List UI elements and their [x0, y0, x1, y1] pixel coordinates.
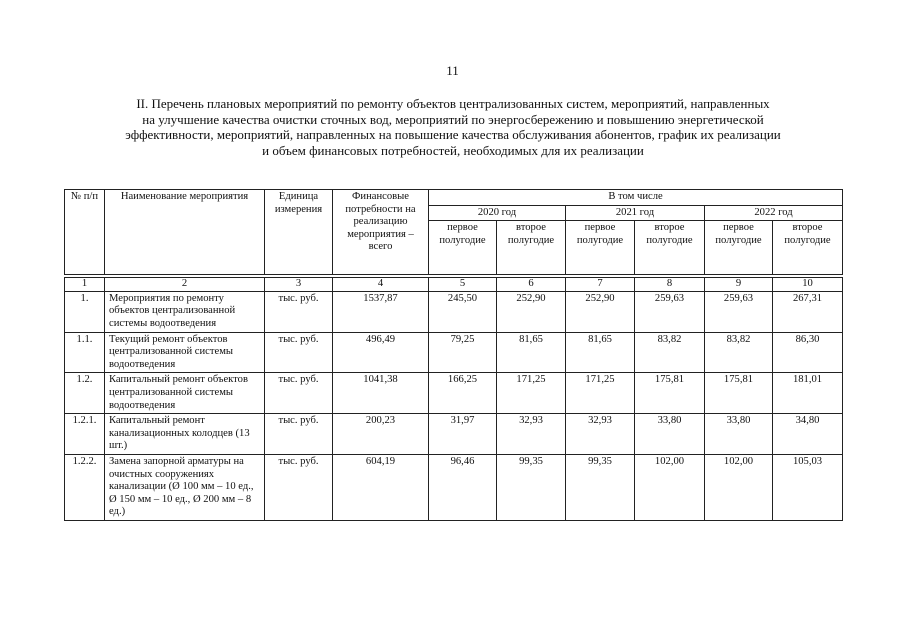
column-number: 9: [705, 278, 773, 292]
row-value: 245,50: [429, 291, 497, 332]
row-value: 32,93: [497, 414, 566, 455]
header-num: № п/п: [65, 190, 105, 275]
row-value: 31,97: [429, 414, 497, 455]
row-value: 81,65: [566, 332, 635, 373]
header-half-second: второе полугодие: [773, 221, 843, 275]
header-half-first: первое полугодие: [705, 221, 773, 275]
table-row: [65, 291, 843, 332]
header-year: 2020 год: [429, 205, 566, 221]
table-row: [65, 414, 843, 455]
row-unit: тыс. руб.: [265, 373, 333, 414]
row-value: 33,80: [705, 414, 773, 455]
column-number: 3: [265, 278, 333, 292]
plan-table: [64, 189, 843, 521]
row-value: 33,80: [635, 414, 705, 455]
row-total: 1041,38: [333, 373, 429, 414]
column-number: 10: [773, 278, 843, 292]
header-unit: Единица измерения: [265, 190, 333, 275]
column-number: 6: [497, 278, 566, 292]
header-half-first: первое полугодие: [566, 221, 635, 275]
row-value: 96,46: [429, 454, 497, 520]
row-value: 79,25: [429, 332, 497, 373]
row-value: 259,63: [705, 291, 773, 332]
header-half-second: второе полугодие: [497, 221, 566, 275]
header-finance: Финансовые потребности на реализацию мероприятия – всего: [333, 190, 429, 275]
row-value: 181,01: [773, 373, 843, 414]
row-name: Мероприятия по ремонту объектов централизованной системы водоотведения: [105, 291, 265, 332]
row-value: 171,25: [497, 373, 566, 414]
heading-line: эффективности, мероприятий, направленных на повышение качества обслуживания абонентов, график их реализации: [125, 127, 781, 142]
row-total: 1537,87: [333, 291, 429, 332]
header-half-first: первое полугодие: [429, 221, 497, 275]
header-name: Наименование мероприятия: [105, 190, 265, 275]
heading-line: II. Перечень плановых мероприятий по ремонту объектов централизованных систем, мероприятий, направленных: [136, 96, 770, 111]
row-value: 102,00: [705, 454, 773, 520]
row-value: 99,35: [566, 454, 635, 520]
header-year: 2021 год: [566, 205, 705, 221]
row-unit: тыс. руб.: [265, 291, 333, 332]
row-num: 1.: [65, 291, 105, 332]
header-including: В том числе: [429, 190, 843, 206]
row-value: 171,25: [566, 373, 635, 414]
heading-line: на улучшение качества очистки сточных вод, мероприятий по энергосбережению и повышению энергетической: [142, 111, 764, 127]
column-number: 5: [429, 278, 497, 292]
row-value: 81,65: [497, 332, 566, 373]
row-value: 105,03: [773, 454, 843, 520]
row-value: 252,90: [566, 291, 635, 332]
row-unit: тыс. руб.: [265, 454, 333, 520]
row-name: Капитальный ремонт объектов централизованной системы водоотведения: [105, 373, 265, 414]
row-unit: тыс. руб.: [265, 332, 333, 373]
row-name: Капитальный ремонт канализационных колодцев (13 шт.): [105, 414, 265, 455]
row-num: 1.2.2.: [65, 454, 105, 520]
table-row: [65, 373, 843, 414]
row-value: 99,35: [497, 454, 566, 520]
row-num: 1.2.1.: [65, 414, 105, 455]
row-total: 200,23: [333, 414, 429, 455]
column-number: 2: [105, 278, 265, 292]
column-number-row: [65, 278, 843, 292]
row-value: 175,81: [705, 373, 773, 414]
row-num: 1.1.: [65, 332, 105, 373]
table-row: [65, 332, 843, 373]
row-value: 102,00: [635, 454, 705, 520]
row-total: 604,19: [333, 454, 429, 520]
row-value: 166,25: [429, 373, 497, 414]
row-value: 259,63: [635, 291, 705, 332]
column-number: 1: [65, 278, 105, 292]
row-unit: тыс. руб.: [265, 414, 333, 455]
row-name: Текущий ремонт объектов централизованной системы водоотведения: [105, 332, 265, 373]
row-value: 83,82: [705, 332, 773, 373]
header-row: [65, 190, 843, 206]
row-value: 32,93: [566, 414, 635, 455]
row-value: 175,81: [635, 373, 705, 414]
column-number: 8: [635, 278, 705, 292]
row-num: 1.2.: [65, 373, 105, 414]
header-half-second: второе полугодие: [635, 221, 705, 275]
row-value: 83,82: [635, 332, 705, 373]
row-value: 267,31: [773, 291, 843, 332]
table-row: [65, 454, 843, 520]
row-name: Замена запорной арматуры на очистных сооружениях канализации (Ø 100 мм – 10 ед., Ø 150 мм – 10 ед., Ø 200 мм – 8 ед.): [105, 454, 265, 520]
row-value: 86,30: [773, 332, 843, 373]
section-heading: [40, 96, 866, 158]
heading-line: и объем финансовых потребностей, необходимых для их реализации: [262, 142, 644, 158]
row-total: 496,49: [333, 332, 429, 373]
row-value: 34,80: [773, 414, 843, 455]
header-year: 2022 год: [705, 205, 843, 221]
column-number: 7: [566, 278, 635, 292]
page-number: 11: [446, 63, 459, 78]
column-number: 4: [333, 278, 429, 292]
row-value: 252,90: [497, 291, 566, 332]
